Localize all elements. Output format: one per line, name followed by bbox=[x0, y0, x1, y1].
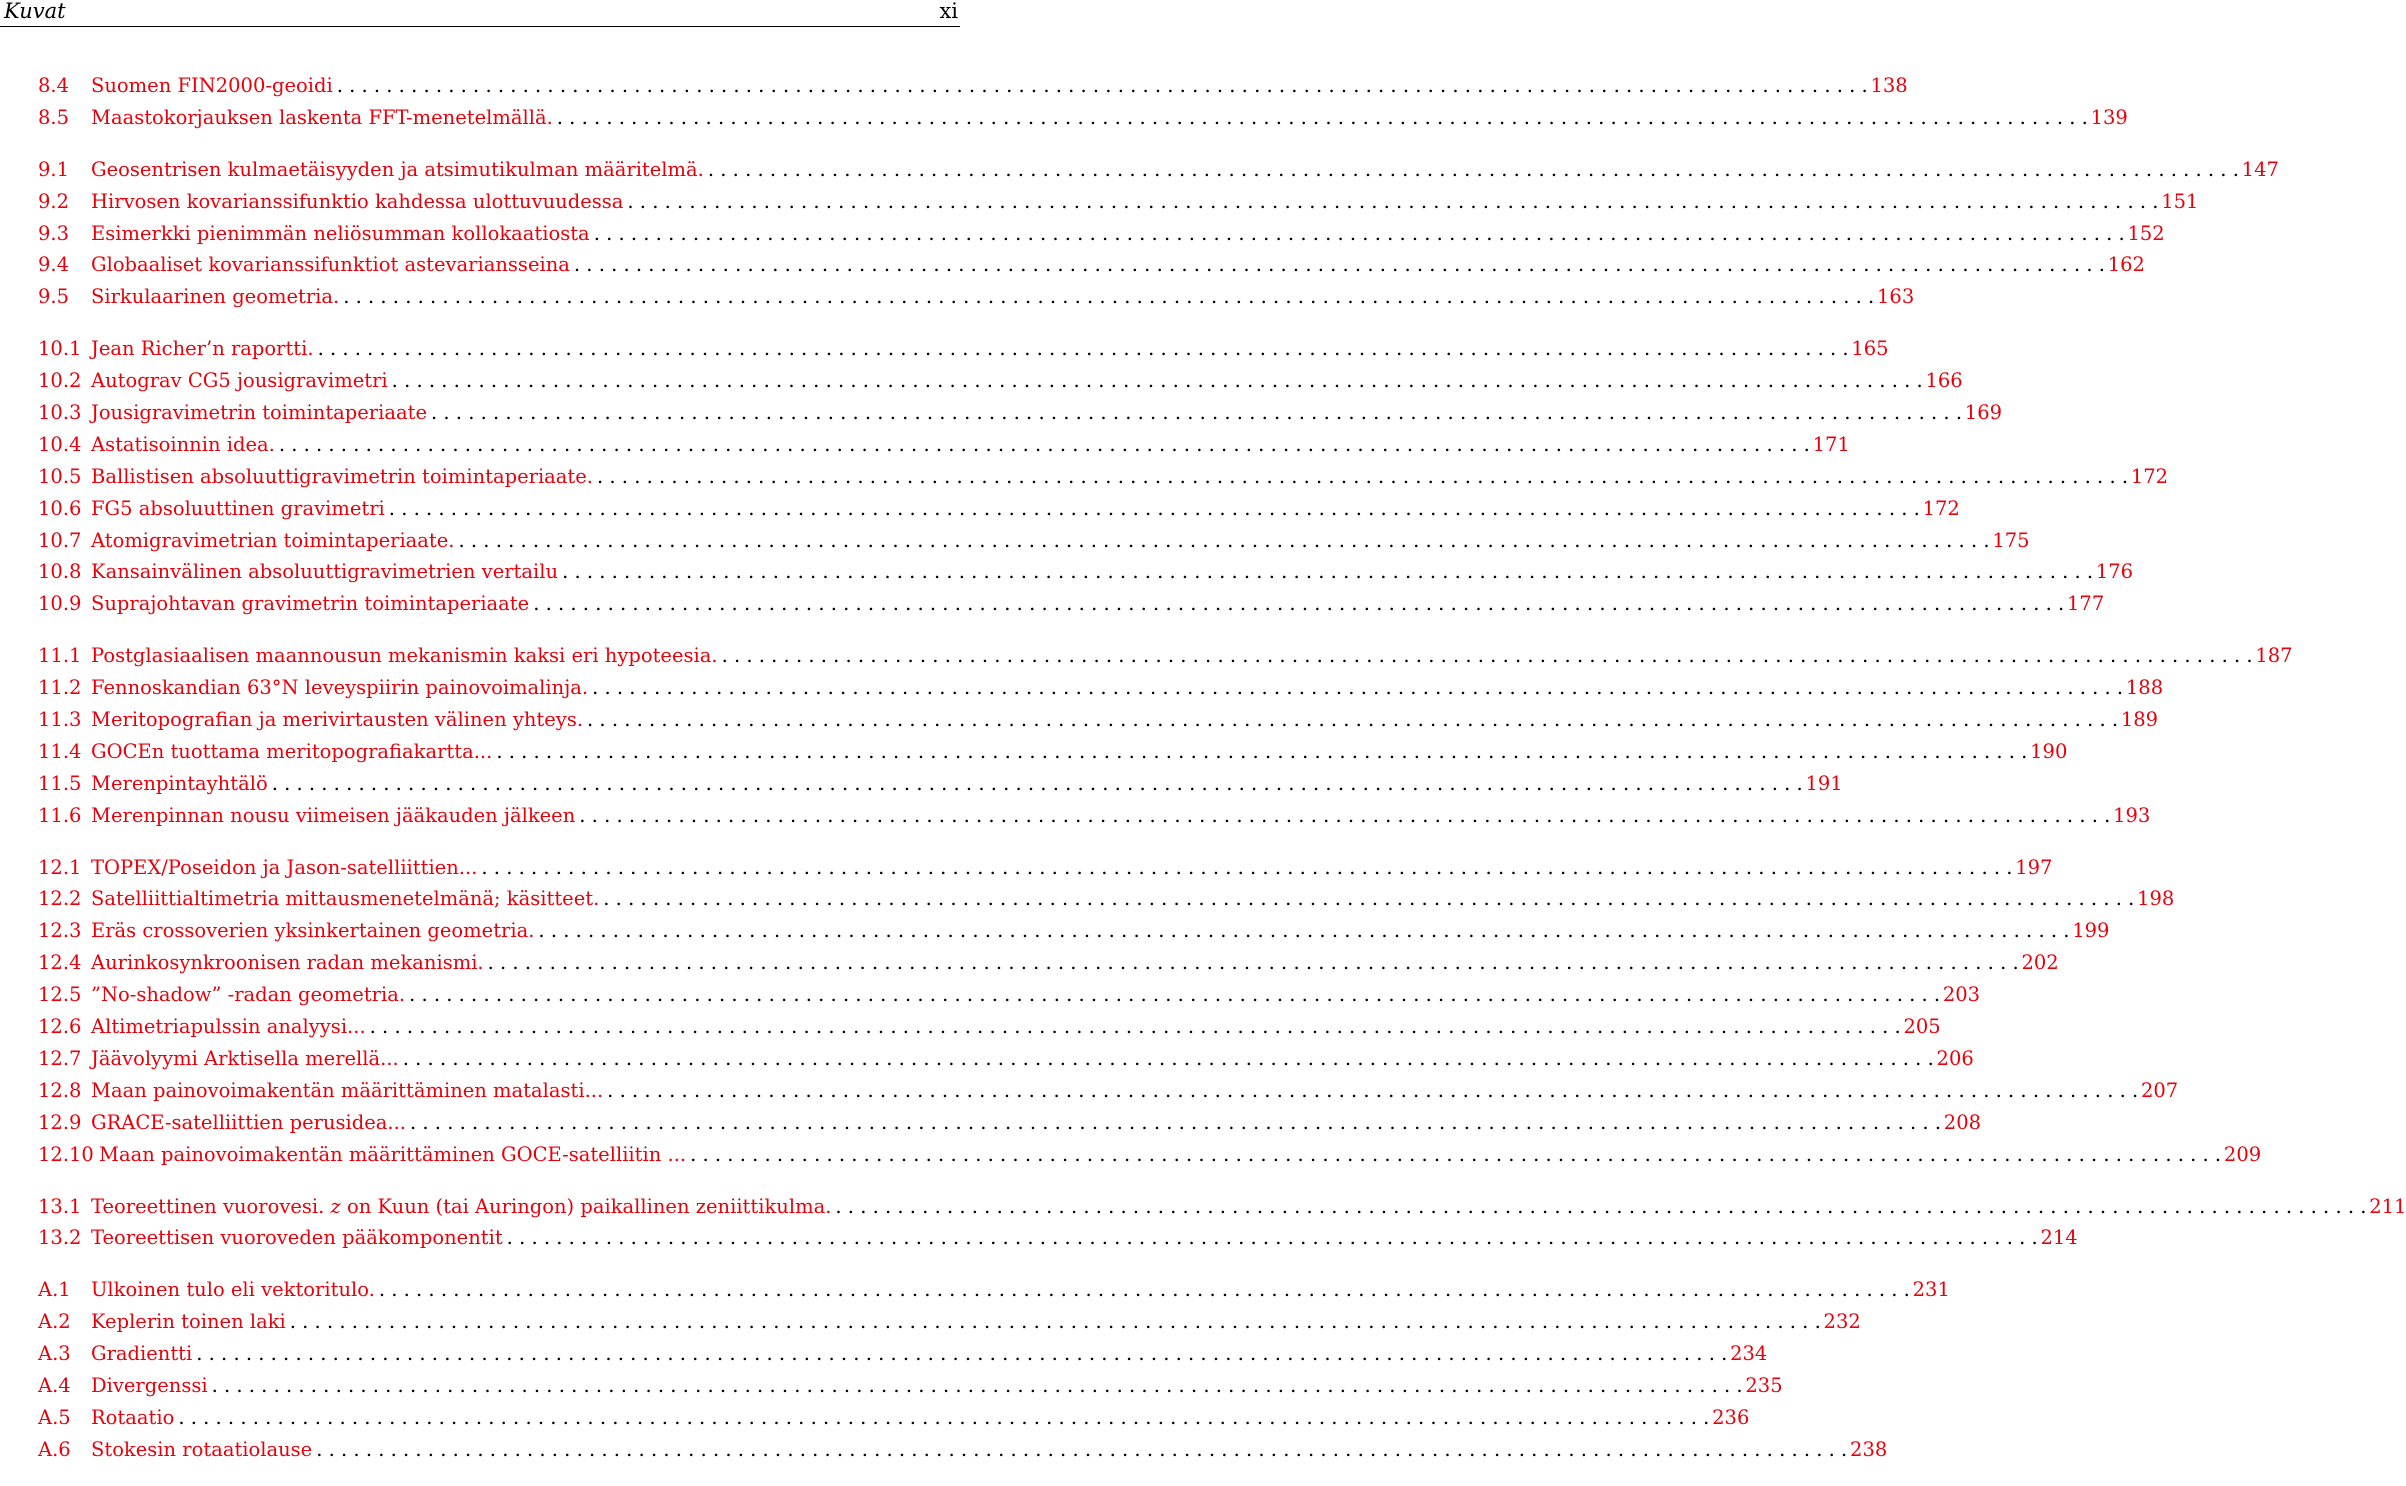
dot-leader bbox=[534, 915, 2069, 947]
toc-entry[interactable] bbox=[38, 493, 1960, 525]
figure-caption-link[interactable]: GRACE-satelliittien perusidea... bbox=[91, 1110, 406, 1134]
toc-group bbox=[38, 1191, 2406, 1255]
dot-leader bbox=[686, 1139, 2221, 1171]
figure-number-link[interactable]: 11.5 bbox=[38, 771, 82, 795]
toc-entry[interactable] bbox=[38, 672, 2164, 704]
page-number-link[interactable]: 139 bbox=[2090, 105, 2128, 129]
dot-leader bbox=[590, 218, 2125, 250]
toc-entry[interactable] bbox=[38, 461, 2169, 493]
toc-entry[interactable] bbox=[38, 1011, 1941, 1043]
figure-caption-link[interactable]: Suomen FIN2000-geoidi bbox=[91, 74, 333, 97]
toc-entry[interactable] bbox=[38, 1222, 2078, 1254]
dot-leader bbox=[570, 249, 2105, 281]
toc-entry[interactable] bbox=[38, 852, 2053, 884]
figure-number-link[interactable]: 13.1 bbox=[38, 1194, 82, 1218]
toc-entry[interactable] bbox=[38, 397, 2003, 429]
page-number-link[interactable]: 236 bbox=[1712, 1405, 1750, 1429]
page-number-link[interactable]: 169 bbox=[1964, 401, 2003, 425]
page-number-link[interactable]: 209 bbox=[2223, 1142, 2262, 1166]
figure-number-link[interactable]: A.1 bbox=[38, 1278, 71, 1302]
dot-leader bbox=[339, 281, 1874, 313]
figure-caption-link[interactable]: Geosentrisen kulmaetäisyyden ja atsimutikulman määritelmä. bbox=[91, 157, 704, 181]
page-number-link[interactable]: 177 bbox=[2067, 592, 2105, 616]
figure-caption-link[interactable]: Divergenssi bbox=[91, 1373, 208, 1397]
page-number-link[interactable]: 232 bbox=[1823, 1310, 1861, 1334]
page-number-link[interactable]: 238 bbox=[1850, 1437, 1888, 1461]
dot-leader bbox=[583, 704, 2118, 736]
page-number-link[interactable]: 162 bbox=[2107, 253, 2145, 277]
page-number-link[interactable]: 198 bbox=[2137, 887, 2175, 911]
toc-entry[interactable] bbox=[38, 768, 1843, 800]
dot-leader bbox=[623, 186, 2158, 218]
figure-caption-link[interactable]: Maan painovoimakentän määrittäminen GOCE-satelliitin ... bbox=[99, 1142, 687, 1166]
figure-number-link[interactable]: 10.6 bbox=[38, 496, 82, 520]
figure-number-link[interactable]: 12.4 bbox=[38, 951, 82, 975]
dot-leader bbox=[366, 1011, 1901, 1043]
dot-leader bbox=[588, 672, 2123, 704]
page-number-link[interactable]: 189 bbox=[2120, 708, 2159, 732]
figure-number-link[interactable]: 11.1 bbox=[38, 644, 82, 668]
dot-leader bbox=[192, 1338, 1727, 1370]
figure-caption-link[interactable]: GOCEn tuottama meritopografiakartta... bbox=[91, 739, 493, 763]
figure-number-link[interactable]: 10.7 bbox=[38, 528, 82, 552]
dot-leader bbox=[399, 1043, 1934, 1075]
dot-leader bbox=[333, 70, 1868, 102]
toc-entry[interactable] bbox=[38, 281, 1915, 313]
page-number-link[interactable]: 205 bbox=[1903, 1015, 1941, 1039]
figure-number-link[interactable]: 9.5 bbox=[38, 285, 70, 309]
figure-caption-link[interactable]: Maastokorjauksen laskenta FFT-menetelmällä. bbox=[91, 105, 553, 129]
page-number-link[interactable]: 203 bbox=[1942, 983, 1981, 1007]
figure-caption-link[interactable]: Stokesin rotaatiolause bbox=[91, 1437, 313, 1461]
dot-leader bbox=[405, 979, 1940, 1011]
toc-entry[interactable] bbox=[38, 800, 2151, 832]
dot-leader bbox=[455, 525, 1990, 557]
figure-caption-link[interactable]: Aurinkosynkroonisen radan mekanismi. bbox=[91, 951, 484, 975]
figure-caption-link[interactable]: Jousigravimetrin toimintaperiaate bbox=[91, 401, 427, 425]
page-number-link[interactable]: 197 bbox=[2015, 855, 2053, 879]
dot-leader bbox=[477, 852, 2012, 884]
page-number-link[interactable]: 187 bbox=[2255, 644, 2293, 668]
figure-caption-link[interactable]: Sirkulaarinen geometria. bbox=[91, 285, 340, 309]
dot-leader bbox=[529, 588, 2064, 620]
toc-entry[interactable] bbox=[38, 1075, 2179, 1107]
toc-group bbox=[38, 1274, 1950, 1465]
figure-number-link[interactable]: 10.9 bbox=[38, 592, 82, 616]
page-number-link[interactable]: 165 bbox=[1851, 337, 1889, 361]
toc-entry[interactable] bbox=[38, 588, 2105, 620]
figure-caption-link[interactable]: Meritopografian ja merivirtausten välinen yhteys. bbox=[91, 708, 584, 732]
caption-part: z bbox=[330, 1194, 341, 1218]
toc-entry[interactable] bbox=[38, 1274, 1950, 1306]
figure-caption-link[interactable]: Astatisoinnin idea. bbox=[91, 432, 275, 456]
dot-leader bbox=[427, 397, 1962, 429]
page-number-link[interactable]: 188 bbox=[2125, 676, 2164, 700]
page-number-link[interactable]: 202 bbox=[2021, 951, 2059, 975]
figure-number-link[interactable]: 9.4 bbox=[38, 253, 70, 277]
figure-number-link[interactable]: 11.6 bbox=[38, 803, 82, 827]
page-number-link[interactable]: 211 bbox=[2369, 1194, 2406, 1218]
toc-entry[interactable] bbox=[38, 333, 1889, 365]
figure-number-link[interactable]: 12.6 bbox=[38, 1015, 82, 1039]
toc-group bbox=[38, 70, 2128, 134]
figure-number-link[interactable]: 11.4 bbox=[38, 739, 82, 763]
figure-number-link[interactable]: A.3 bbox=[38, 1342, 71, 1366]
figure-caption-link[interactable]: Postglasiaalisen maannousun mekanismin kaksi eri hypoteesia. bbox=[91, 644, 718, 668]
page-number-link[interactable]: 172 bbox=[2130, 464, 2169, 488]
page-number-link[interactable]: 214 bbox=[2040, 1226, 2078, 1250]
page-number-link[interactable]: 208 bbox=[1943, 1110, 1982, 1134]
figure-caption-link[interactable]: Fennoskandian 63°N leveyspiirin painovoimalinja. bbox=[91, 676, 589, 700]
dot-leader bbox=[286, 1306, 1821, 1338]
caption-part: Teoreettinen vuorovesi. bbox=[91, 1194, 331, 1218]
figure-number-link[interactable]: 8.4 bbox=[38, 74, 70, 97]
page-number-link[interactable]: 231 bbox=[1912, 1278, 1950, 1302]
toc-entry[interactable] bbox=[38, 979, 1981, 1011]
toc-entry[interactable] bbox=[38, 365, 1963, 397]
dot-leader bbox=[599, 883, 2134, 915]
figure-caption-link[interactable]: Kansainvälinen absoluuttigravimetrien vertailu bbox=[91, 560, 559, 584]
figure-number-link[interactable]: 10.4 bbox=[38, 432, 82, 456]
figure-caption-link[interactable]: Atomigravimetrian toimintaperiaate. bbox=[91, 528, 455, 552]
dot-leader bbox=[268, 768, 1803, 800]
dot-leader bbox=[718, 640, 2253, 672]
page-number-link[interactable]: 166 bbox=[1925, 369, 1963, 393]
figure-number-link[interactable]: 12.5 bbox=[38, 983, 82, 1007]
figure-caption-link[interactable] bbox=[91, 1191, 831, 1223]
toc-group bbox=[38, 640, 2293, 831]
figure-caption-link[interactable]: Globaaliset kovarianssifunktiot astevariansseina bbox=[91, 253, 570, 277]
figure-number-link[interactable]: 12.10 bbox=[38, 1142, 94, 1166]
page-number-link[interactable]: 235 bbox=[1745, 1373, 1783, 1397]
toc-group bbox=[38, 333, 2169, 620]
page-number-link[interactable]: 206 bbox=[1936, 1046, 1974, 1070]
toc-entry[interactable] bbox=[38, 154, 2279, 186]
toc-entry[interactable] bbox=[38, 218, 2165, 250]
figure-number-link[interactable]: 9.2 bbox=[38, 189, 70, 213]
page-number-link[interactable]: 234 bbox=[1730, 1342, 1768, 1366]
figure-number-link[interactable]: 12.1 bbox=[38, 855, 82, 879]
dot-leader bbox=[831, 1191, 2366, 1223]
dot-leader bbox=[503, 1222, 2038, 1254]
figure-caption-link[interactable]: Satelliittialtimetria mittausmenetelmänä; käsitteet. bbox=[91, 887, 600, 911]
figure-caption-link[interactable]: Maan painovoimakentän määrittäminen matalasti... bbox=[91, 1078, 604, 1102]
list-of-figures bbox=[38, 70, 2406, 1486]
toc-entry[interactable] bbox=[38, 1043, 1974, 1075]
toc-entry[interactable] bbox=[38, 1306, 1861, 1338]
toc-entry[interactable] bbox=[38, 1338, 1768, 1370]
dot-leader bbox=[558, 556, 2093, 588]
page-number-link[interactable]: 172 bbox=[1922, 496, 1960, 520]
page-number-link[interactable]: 151 bbox=[2161, 189, 2199, 213]
dot-leader bbox=[575, 800, 2110, 832]
figure-caption-link[interactable]: FG5 absoluuttinen gravimetri bbox=[91, 496, 385, 520]
page-number-link[interactable]: 147 bbox=[2241, 157, 2279, 181]
figure-caption-link[interactable]: Eräs crossoverien yksinkertainen geometria. bbox=[91, 919, 535, 943]
page-number-link[interactable]: 199 bbox=[2072, 919, 2110, 943]
figure-number-link[interactable]: 9.3 bbox=[38, 221, 70, 245]
running-header-title: Kuvat bbox=[4, 0, 66, 23]
figure-caption-link[interactable]: Gradientti bbox=[91, 1342, 193, 1366]
toc-group bbox=[38, 154, 2279, 313]
running-header bbox=[0, 0, 960, 27]
figure-caption-link[interactable]: Esimerkki pienimmän neliösumman kollokaatiosta bbox=[91, 221, 590, 245]
caption-part: on Kuun (tai Auringon) paikallinen zeniittikulma. bbox=[340, 1194, 832, 1218]
figure-number-link[interactable]: 11.3 bbox=[38, 708, 82, 732]
toc-entry[interactable] bbox=[38, 704, 2159, 736]
figure-caption-link[interactable]: Altimetriapulssin analyysi... bbox=[91, 1015, 366, 1039]
figure-number-link[interactable]: 12.3 bbox=[38, 919, 82, 943]
toc-entry[interactable] bbox=[38, 883, 2175, 915]
figure-number-link[interactable]: A.4 bbox=[38, 1373, 71, 1397]
dot-leader bbox=[312, 1434, 1847, 1466]
toc-entry[interactable] bbox=[38, 915, 2110, 947]
figure-caption-link[interactable]: Merenpintayhtälö bbox=[91, 771, 268, 795]
figure-number-link[interactable]: 12.8 bbox=[38, 1078, 82, 1102]
figure-number-link[interactable]: 11.2 bbox=[38, 676, 82, 700]
figure-number-link[interactable]: 12.2 bbox=[38, 887, 82, 911]
dot-leader bbox=[275, 429, 1810, 461]
figure-caption-link[interactable]: ”No-shadow” -radan geometria. bbox=[91, 983, 406, 1007]
figure-number-link[interactable]: 8.5 bbox=[38, 105, 70, 129]
page-number-link[interactable]: 190 bbox=[2030, 739, 2068, 763]
page-number-link[interactable]: 171 bbox=[1812, 432, 1850, 456]
page-number-link[interactable]: 152 bbox=[2127, 221, 2165, 245]
toc-entry[interactable] bbox=[38, 736, 2068, 768]
figure-number-link[interactable]: 10.3 bbox=[38, 401, 82, 425]
figure-caption-link[interactable]: Jean Richer’n raportti. bbox=[91, 337, 314, 361]
toc-entry[interactable] bbox=[38, 640, 2293, 672]
figure-caption-link[interactable]: Suprajohtavan gravimetrin toimintaperiaate bbox=[91, 592, 530, 616]
toc-entry[interactable] bbox=[38, 947, 2059, 979]
dot-leader bbox=[375, 1274, 1910, 1306]
dot-leader bbox=[553, 102, 2088, 134]
figure-number-link[interactable]: 10.8 bbox=[38, 560, 82, 584]
figure-caption-link[interactable]: Rotaatio bbox=[91, 1405, 175, 1429]
dot-leader bbox=[314, 333, 1849, 365]
dot-leader bbox=[385, 493, 1920, 525]
dot-leader bbox=[492, 736, 2027, 768]
dot-leader bbox=[593, 461, 2128, 493]
toc-entry[interactable] bbox=[38, 429, 1850, 461]
toc-entry[interactable] bbox=[38, 1107, 1982, 1139]
figure-caption-link[interactable]: Hirvosen kovarianssifunktio kahdessa ulottuvuudessa bbox=[91, 189, 624, 213]
page-number-link[interactable]: 207 bbox=[2140, 1078, 2179, 1102]
toc-entry[interactable] bbox=[38, 70, 1908, 102]
page-number-link[interactable]: 191 bbox=[1805, 771, 1843, 795]
page-number-link[interactable]: 193 bbox=[2113, 803, 2151, 827]
page-number-link[interactable]: 138 bbox=[1870, 74, 1908, 97]
figure-caption-link[interactable]: Ulkoinen tulo eli vektoritulo. bbox=[91, 1278, 375, 1302]
page-number-link[interactable]: 176 bbox=[2095, 560, 2134, 584]
page-number-link[interactable]: 163 bbox=[1877, 285, 1915, 309]
dot-leader bbox=[603, 1075, 2138, 1107]
figure-number-link[interactable]: 10.1 bbox=[38, 337, 82, 361]
figure-number-link[interactable]: 9.1 bbox=[38, 157, 70, 181]
toc-entry[interactable] bbox=[38, 186, 2199, 218]
figure-caption-link[interactable]: Merenpinnan nousu viimeisen jääkauden jälkeen bbox=[91, 803, 576, 827]
toc-entry[interactable] bbox=[38, 525, 2030, 557]
toc-entry[interactable] bbox=[38, 1434, 1888, 1466]
toc-entry[interactable] bbox=[38, 1402, 1750, 1434]
figure-number-link[interactable]: 13.2 bbox=[38, 1226, 82, 1250]
figure-caption-link[interactable]: Autograv CG5 jousigravimetri bbox=[91, 369, 388, 393]
figure-number-link[interactable]: 12.7 bbox=[38, 1046, 82, 1070]
dot-leader bbox=[388, 365, 1923, 397]
figure-number-link[interactable]: A.2 bbox=[38, 1310, 71, 1334]
figure-caption-link[interactable]: TOPEX/Poseidon ja Jason-satelliittien... bbox=[91, 855, 478, 879]
dot-leader bbox=[174, 1402, 1709, 1434]
dot-leader bbox=[406, 1107, 1941, 1139]
toc-entry[interactable] bbox=[38, 102, 2128, 134]
toc-entry[interactable] bbox=[38, 1191, 2406, 1223]
dot-leader bbox=[484, 947, 2019, 979]
figure-number-link[interactable]: 12.9 bbox=[38, 1110, 82, 1134]
running-header-page-number: xi bbox=[939, 0, 958, 23]
toc-group bbox=[38, 852, 2262, 1171]
page-number-link[interactable]: 175 bbox=[1992, 528, 2030, 552]
figure-caption-link[interactable]: Teoreettisen vuoroveden pääkomponentit bbox=[91, 1226, 503, 1250]
figure-caption-link[interactable]: Keplerin toinen laki bbox=[91, 1310, 286, 1334]
figure-number-link[interactable]: A.5 bbox=[38, 1405, 71, 1429]
toc-entry[interactable] bbox=[38, 249, 2145, 281]
toc-entry[interactable] bbox=[38, 1370, 1783, 1402]
toc-entry[interactable] bbox=[38, 1139, 2262, 1171]
figure-number-link[interactable]: 10.2 bbox=[38, 369, 82, 393]
dot-leader bbox=[208, 1370, 1743, 1402]
figure-caption-link[interactable]: Ballistisen absoluuttigravimetrin toimintaperiaate. bbox=[91, 464, 594, 488]
figure-number-link[interactable]: A.6 bbox=[38, 1437, 71, 1461]
toc-entry[interactable] bbox=[38, 556, 2134, 588]
figure-caption-link[interactable]: Jäävolyymi Arktisella merellä... bbox=[91, 1046, 399, 1070]
figure-number-link[interactable]: 10.5 bbox=[38, 464, 82, 488]
dot-leader bbox=[704, 154, 2239, 186]
